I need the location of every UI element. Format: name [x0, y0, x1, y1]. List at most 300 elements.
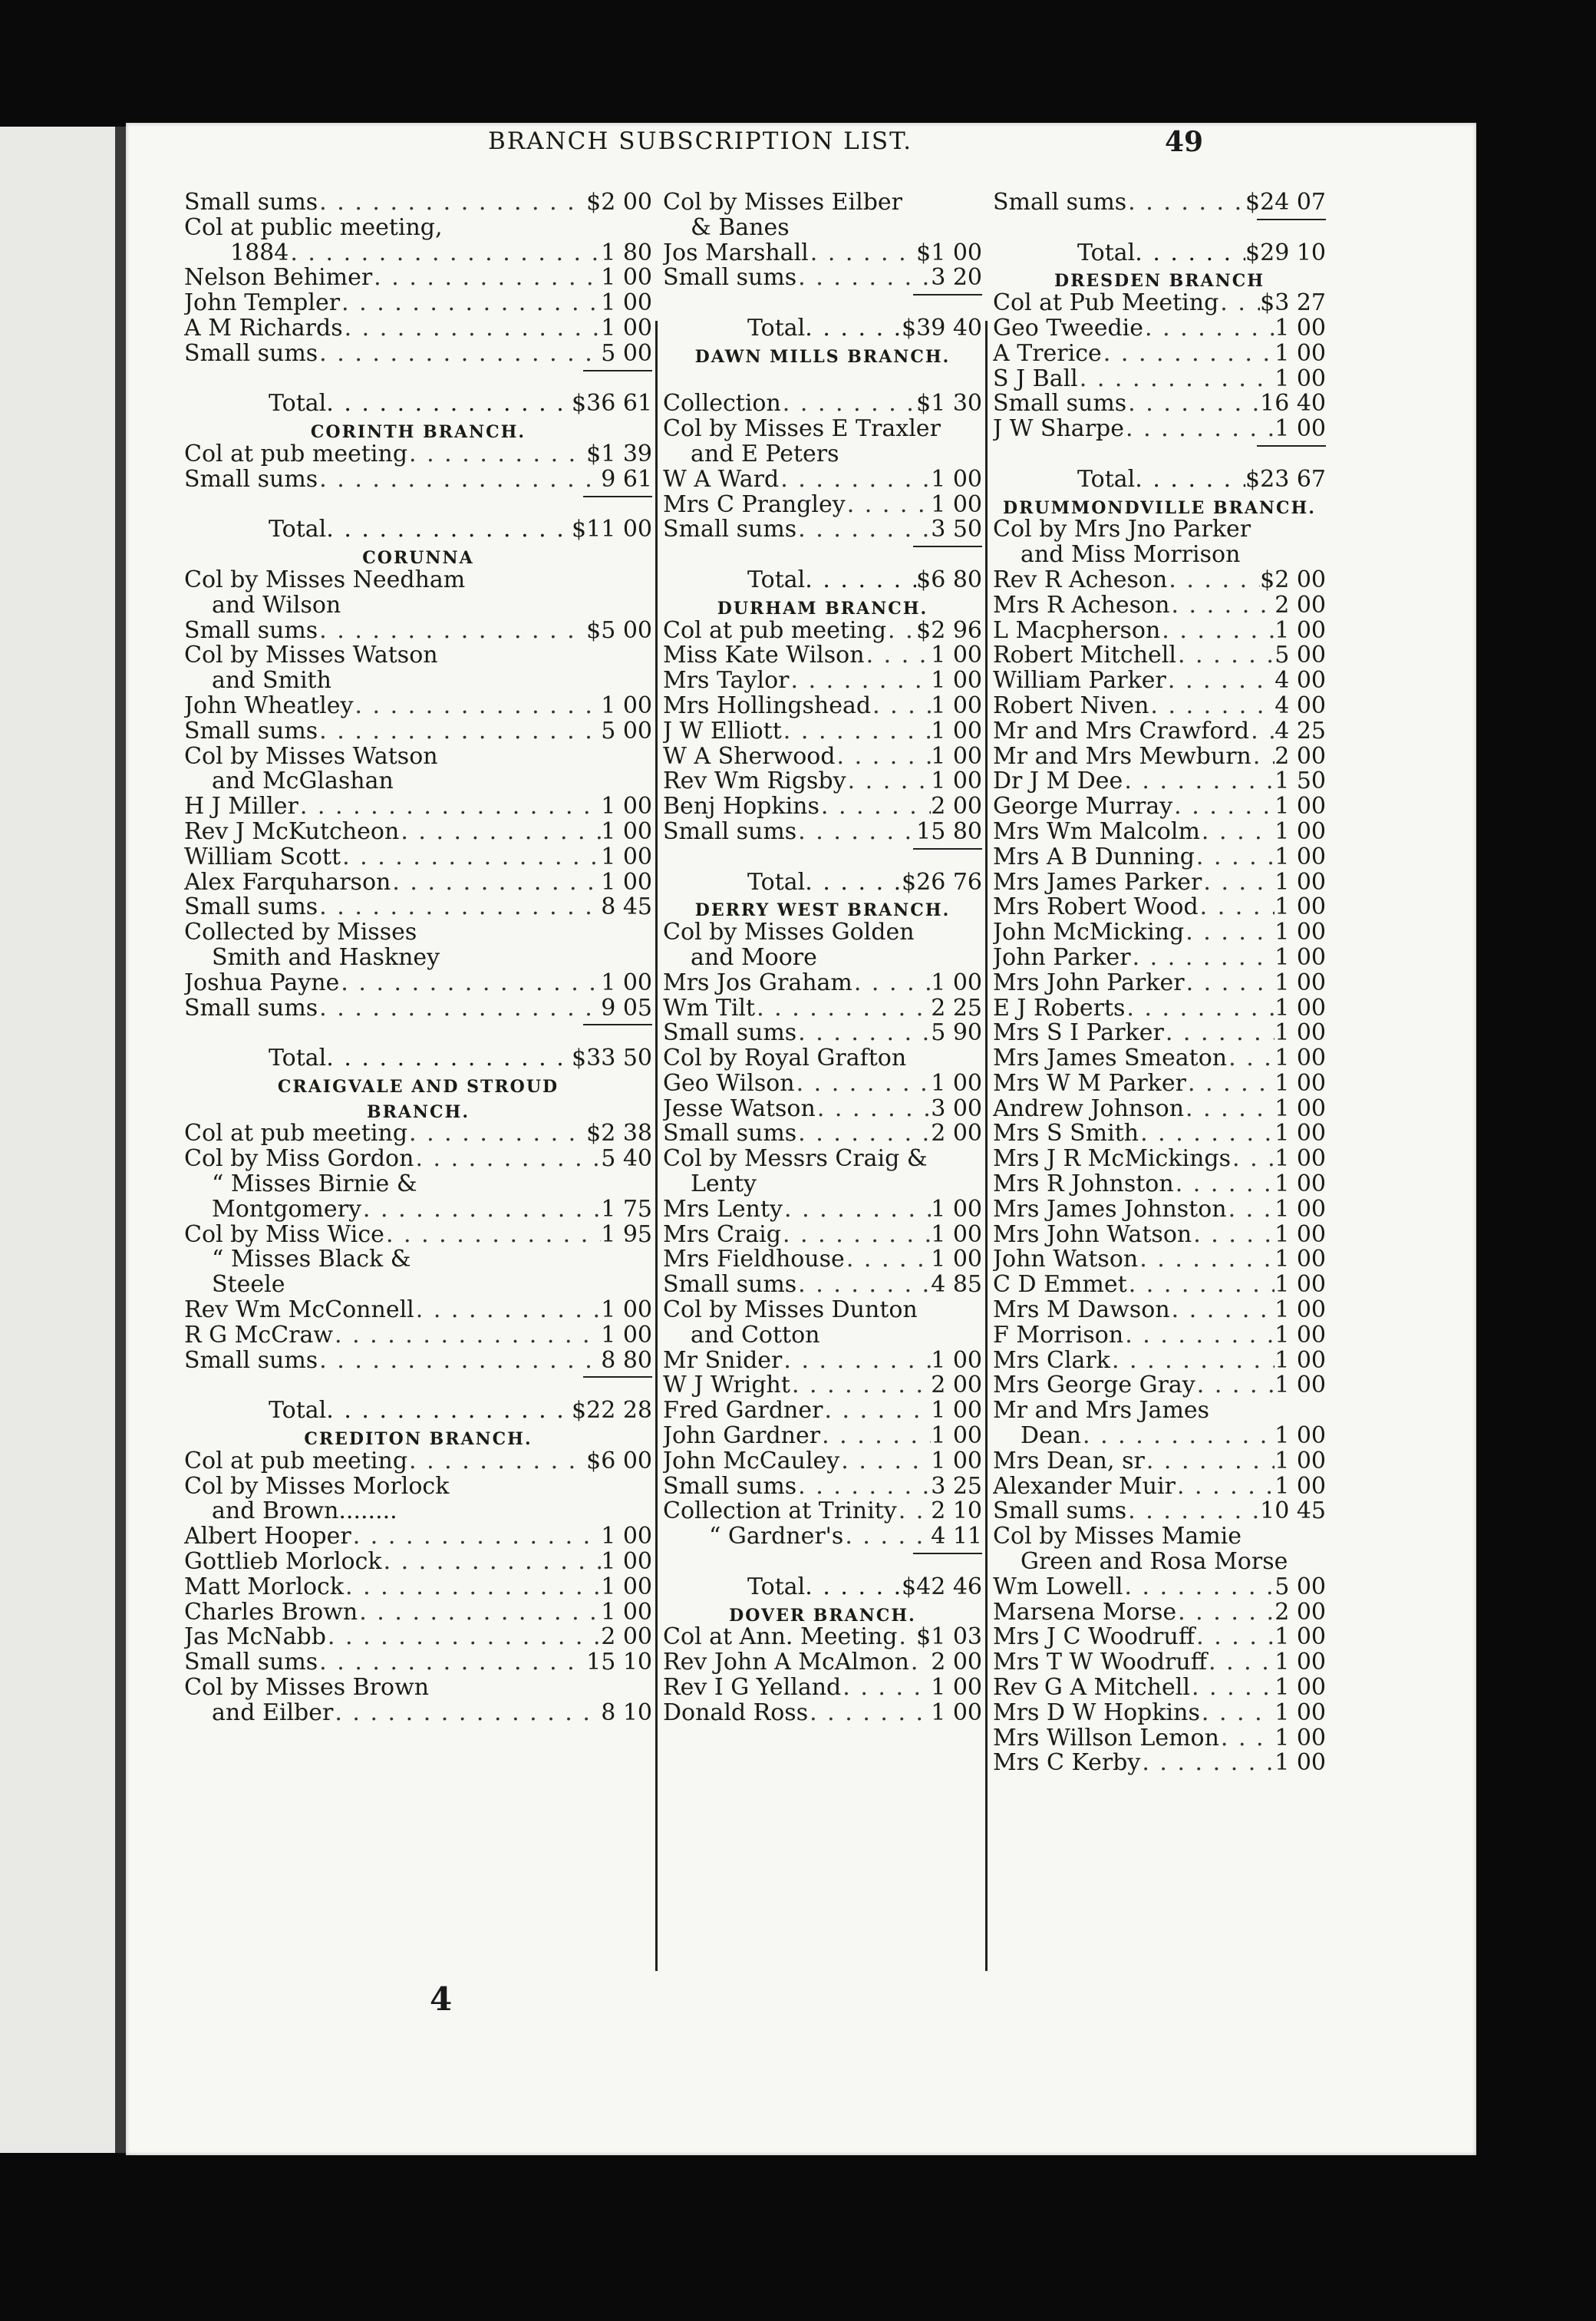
entry-name: Mrs John Watson	[993, 1222, 1192, 1248]
entry-amount: 2 00	[931, 1650, 982, 1676]
dot-leader	[414, 1147, 601, 1172]
total-label: Total	[269, 390, 327, 418]
dot-leader	[1126, 391, 1260, 417]
dot-leader	[318, 719, 601, 745]
list-entry	[993, 794, 1326, 820]
dot-leader	[841, 1676, 931, 1701]
list-entry	[184, 1223, 652, 1248]
entry-amount: 1 00	[931, 1247, 982, 1273]
list-entry	[184, 316, 652, 342]
entry-name: William Parker	[993, 669, 1166, 694]
entry-name: R G McCraw	[184, 1322, 334, 1349]
total-amount: $6 80	[916, 566, 982, 593]
list-entry	[663, 1524, 982, 1550]
dot-leader	[1124, 417, 1274, 442]
entry-amount: 2 00	[931, 1121, 982, 1147]
list-entry	[993, 845, 1326, 870]
entry-amount: 1 00	[1274, 1373, 1326, 1399]
total-row	[993, 241, 1326, 266]
running-title: BRANCH SUBSCRIPTION LIST.	[488, 127, 913, 155]
list-entry	[993, 895, 1326, 920]
dot-leader	[871, 694, 931, 719]
list-entry	[184, 870, 652, 896]
list-entry	[993, 920, 1326, 946]
entry-amount: 1 00	[1274, 1222, 1326, 1248]
entry-name: Mrs Dean, sr	[993, 1448, 1145, 1474]
dot-leader	[1139, 1121, 1274, 1147]
dot-leader	[326, 1625, 601, 1650]
entry-text: Col by Mrs Jno Parker	[993, 517, 1251, 543]
entry-amount: 5 00	[1274, 643, 1326, 669]
dot-leader	[819, 794, 931, 820]
entry-amount: 4 00	[1274, 669, 1326, 694]
column-rule-2	[985, 321, 988, 1971]
branch-heading: DRUMMONDVILLE BRANCH.	[1003, 497, 1316, 518]
dot-leader	[886, 619, 916, 644]
total-row	[663, 870, 982, 896]
dot-leader	[1135, 467, 1245, 493]
dot-leader	[1200, 1701, 1274, 1726]
entry-amount: 2 00	[931, 794, 982, 820]
dot-leader	[361, 1197, 601, 1223]
entry-amount: 5 00	[1274, 1574, 1326, 1600]
entry-name: William Scott	[184, 844, 341, 870]
entry-amount: 1 00	[1274, 341, 1326, 367]
dot-leader	[1219, 1726, 1274, 1751]
dot-leader	[782, 719, 931, 745]
dot-leader	[1126, 1499, 1260, 1524]
entry-amount: $5 00	[586, 618, 652, 644]
list-entry	[993, 1097, 1326, 1122]
entry-amount: 1 00	[601, 266, 652, 292]
dot-leader	[1185, 971, 1275, 996]
list-entry	[663, 241, 982, 266]
dot-leader	[820, 1424, 931, 1449]
entry-amount: 1 00	[601, 794, 652, 820]
entry-amount: 1 00	[1274, 1700, 1326, 1726]
list-entry	[184, 1449, 652, 1474]
entry-amount: 8 45	[601, 895, 652, 921]
signature-mark: 4	[430, 1980, 453, 2018]
dot-leader	[1167, 568, 1260, 593]
entry-name: Mrs James Smeaton	[993, 1046, 1228, 1071]
list-entry	[663, 1349, 982, 1374]
entry-name: Mrs Fieldhouse	[663, 1247, 845, 1273]
list-entry	[184, 266, 652, 291]
entry-name: Mrs John Parker	[993, 970, 1185, 996]
entry-amount: 1 00	[601, 1600, 652, 1626]
list-entry	[993, 1701, 1326, 1726]
entry-name: Mrs T W Woodruff	[993, 1650, 1208, 1676]
dot-leader	[897, 1499, 932, 1524]
book-gutter	[115, 127, 126, 2153]
list-entry	[184, 794, 652, 820]
entry-name: Rev Wm Rigsby	[663, 769, 846, 795]
dot-leader	[1184, 1097, 1274, 1122]
entry-name: Charles Brown	[184, 1600, 358, 1626]
entry-text: Col by Misses Watson	[184, 744, 438, 770]
entry-amount: 9 61	[601, 467, 652, 493]
entry-amount: 3 25	[931, 1474, 982, 1500]
total-amount: $23 67	[1245, 465, 1326, 493]
list-entry	[184, 467, 652, 493]
entry-amount: 1 00	[1274, 417, 1326, 442]
branch-total	[184, 367, 652, 418]
entry-amount: 1 00	[931, 1700, 982, 1726]
entry-amount: 5 40	[601, 1147, 652, 1173]
spacer	[663, 367, 982, 392]
dot-leader	[1145, 1449, 1274, 1474]
list-entry	[663, 1650, 982, 1676]
list-entry	[663, 517, 982, 543]
list-entry	[993, 342, 1326, 367]
entry-name: Col at Pub Meeting	[993, 291, 1219, 316]
dot-leader	[1143, 316, 1274, 342]
entry-text: Col at public meeting,	[184, 215, 443, 241]
dot-leader	[318, 996, 601, 1022]
dot-leader	[333, 1701, 601, 1726]
entry-name: 1884	[230, 240, 289, 266]
entry-amount: $2 00	[586, 190, 652, 216]
dot-leader	[407, 1449, 586, 1474]
entry-amount: 1 00	[931, 1448, 982, 1474]
entry-name: Robert Niven	[993, 693, 1149, 719]
entry-name: Col by Miss Wice	[184, 1222, 384, 1248]
entry-name: Rev G A Mitchell	[993, 1676, 1190, 1701]
list-entry	[663, 1676, 982, 1701]
entry-name: Small sums	[993, 391, 1127, 418]
dot-leader	[341, 845, 601, 870]
dot-leader	[1251, 745, 1274, 770]
total-label: Total	[747, 314, 806, 342]
entry-name: Small sums	[184, 718, 318, 745]
dot-leader	[1195, 845, 1274, 870]
dot-leader	[372, 266, 601, 291]
entry-amount: 1 00	[931, 970, 982, 996]
list-entry	[663, 1701, 982, 1726]
entry-amount: $1 30	[916, 391, 982, 418]
entry-text: Mr and Mrs James	[993, 1398, 1210, 1425]
dot-leader	[358, 1600, 601, 1626]
total-row	[663, 1575, 982, 1600]
entry-amount: 2 00	[601, 1625, 652, 1651]
entry-text: Col by Misses Golden	[663, 920, 915, 946]
entry-text: Col by Misses Morlock	[184, 1474, 450, 1500]
list-entry	[663, 1373, 982, 1398]
entry-amount: 1 00	[931, 744, 982, 770]
entry-name: A Trerice	[993, 341, 1102, 367]
dot-leader	[1202, 870, 1274, 896]
entry-amount: 1 00	[1274, 366, 1326, 392]
dot-leader	[1138, 1247, 1274, 1273]
list-entry	[184, 1197, 652, 1223]
entry-name: Small sums	[184, 341, 318, 367]
entry-name: C D Emmet	[993, 1273, 1127, 1299]
dot-leader	[1102, 342, 1274, 367]
list-entry	[663, 996, 982, 1022]
entry-name: Mrs James Johnston	[993, 1197, 1227, 1223]
dot-leader	[823, 1398, 931, 1424]
entry-name: J W Elliott	[663, 718, 782, 745]
total-label: Total	[269, 1397, 327, 1425]
branch-total	[184, 493, 652, 543]
branch-heading: CORINTH BRANCH.	[310, 422, 526, 443]
list-entry	[184, 1298, 652, 1323]
entry-amount: 4 85	[931, 1273, 982, 1299]
branch-heading: CRAIGVALE AND STROUD	[277, 1076, 559, 1097]
dot-leader	[852, 971, 931, 996]
entry-name: Small sums	[663, 266, 797, 292]
list-entry	[993, 1373, 1326, 1398]
list-entry	[993, 643, 1326, 669]
list-entry	[663, 794, 982, 820]
entry-text: and Smith	[212, 669, 331, 694]
dot-leader	[343, 316, 602, 342]
entry-amount: 1 50	[1274, 769, 1326, 795]
entry-amount: 1 00	[1274, 618, 1326, 644]
entry-name: Mrs J R McMickings	[993, 1147, 1232, 1173]
total-rule	[583, 496, 652, 497]
entry-amount: 1 00	[1274, 1348, 1326, 1374]
entry-amount: $24 07	[1245, 190, 1326, 216]
entry-name: Col at pub meeting	[184, 1448, 408, 1474]
list-entry	[184, 1650, 652, 1676]
entry-name: Andrew Johnson	[993, 1096, 1185, 1122]
dot-leader	[351, 1524, 601, 1550]
entry-name: John Parker	[993, 945, 1131, 971]
entry-amount: 1 00	[931, 1071, 982, 1097]
list-entry	[184, 1600, 652, 1626]
list-entry	[993, 1751, 1326, 1776]
dot-leader	[1127, 1273, 1275, 1298]
dot-leader	[846, 493, 931, 518]
list-entry	[993, 417, 1326, 442]
entry-text: Smith and Haskney	[212, 945, 440, 971]
list-entry	[993, 1575, 1326, 1600]
entry-amount: 1 00	[1274, 1121, 1326, 1147]
entry-amount: $6 00	[586, 1448, 652, 1474]
dot-leader	[796, 1021, 931, 1046]
entry-amount: 1 00	[601, 1524, 652, 1550]
entry-name: Alexander Muir	[993, 1474, 1176, 1500]
entry-amount: 1 00	[931, 1197, 982, 1223]
dot-leader	[399, 820, 601, 845]
list-entry	[993, 1474, 1326, 1500]
entry-name: Rev John A McAlmon	[663, 1650, 909, 1676]
dot-leader	[1186, 1071, 1274, 1097]
entry-name: Small sums	[184, 1348, 318, 1374]
list-entry	[184, 996, 652, 1022]
entry-text: and Cotton	[691, 1322, 820, 1349]
entry-text: Col by Misses Dunton	[663, 1298, 918, 1323]
list-entry	[993, 996, 1326, 1022]
list-entry	[993, 619, 1326, 644]
list-entry	[663, 1097, 982, 1122]
dot-leader	[1174, 1172, 1275, 1197]
entry-text: Col by Misses Eilber	[663, 190, 903, 216]
entry-amount: 3 50	[931, 517, 982, 543]
dot-leader	[407, 1121, 586, 1147]
entry-name: and Eilber	[212, 1700, 334, 1726]
entry-text: Green and Rosa Morse	[1021, 1550, 1288, 1575]
total-amount: $39 40	[902, 314, 982, 342]
total-label: Total	[269, 516, 327, 543]
list-entry	[663, 1021, 982, 1046]
entry-text: Col by Royal Grafton	[663, 1046, 907, 1071]
entry-text: “ Misses Black &	[212, 1247, 411, 1273]
dot-leader	[391, 870, 601, 896]
list-entry	[663, 1247, 982, 1273]
dot-leader	[326, 391, 572, 417]
entry-amount: $2 00	[1260, 567, 1326, 593]
entry-name: Mrs James Parker	[993, 870, 1202, 896]
entry-text: Lenty	[691, 1172, 757, 1197]
entry-name: Mrs Robert Wood	[993, 895, 1199, 921]
entry-amount: 9 05	[601, 995, 652, 1022]
entry-name: Small sums	[663, 819, 797, 845]
dot-leader	[796, 266, 931, 291]
entry-amount: 1 00	[601, 844, 652, 870]
dot-leader	[333, 1323, 601, 1349]
entry-amount: 3 00	[931, 1096, 982, 1122]
list-entry	[184, 1701, 652, 1726]
dot-leader	[809, 241, 916, 266]
entry-name: Mrs Wm Malcolm	[993, 819, 1200, 845]
list-entry	[663, 1071, 982, 1097]
entry-name: Matt Morlock	[184, 1574, 345, 1600]
entry-amount: 4 00	[1274, 693, 1326, 719]
entry-amount: 1 00	[1274, 945, 1326, 971]
dot-leader	[318, 190, 586, 216]
entry-name: Col at Ann. Meeting	[663, 1625, 898, 1651]
entry-text: Col by Messrs Craig &	[663, 1147, 928, 1173]
dot-leader	[796, 1273, 931, 1298]
entry-name: Wm Tilt	[663, 995, 756, 1022]
dot-leader	[781, 391, 916, 417]
entry-name: Small sums	[663, 1121, 797, 1147]
list-entry	[663, 643, 982, 669]
list-entry	[184, 1524, 652, 1550]
dot-leader	[897, 1625, 916, 1650]
dot-leader	[805, 1575, 902, 1600]
dot-leader	[1126, 190, 1245, 216]
list-entry	[993, 1726, 1326, 1751]
list-entry	[993, 946, 1326, 971]
total-amount: $36 61	[572, 390, 652, 418]
dot-leader	[318, 342, 601, 367]
dot-leader	[1200, 820, 1274, 845]
entry-amount: 5 90	[931, 1021, 982, 1047]
entry-amount: 1 00	[1274, 1046, 1326, 1071]
total-row	[184, 391, 652, 417]
entry-name: “ Gardner's	[709, 1524, 844, 1550]
list-entry	[663, 769, 982, 794]
branch-total	[184, 1373, 652, 1424]
entry-name: Donald Ross	[663, 1700, 809, 1726]
entry-amount: 1 00	[1274, 1625, 1326, 1651]
entry-name: S J Ball	[993, 366, 1078, 392]
entry-name: Wm Lowell	[993, 1574, 1123, 1600]
dot-leader	[1207, 1650, 1274, 1676]
entry-name: Mrs W M Parker	[993, 1071, 1186, 1097]
entry-name: Geo Tweedie	[993, 315, 1143, 342]
total-rule	[1257, 219, 1326, 220]
entry-name: John Watson	[993, 1247, 1139, 1273]
list-entry	[663, 493, 982, 518]
entry-text: and Brown........	[212, 1499, 397, 1525]
entry-name: Nelson Behimer	[184, 266, 373, 292]
branch-total	[184, 1021, 652, 1071]
list-entry	[993, 1021, 1326, 1046]
list-entry	[663, 1398, 982, 1424]
entry-amount: 1 00	[1274, 1650, 1326, 1676]
dot-leader	[843, 1524, 931, 1550]
list-entry	[993, 669, 1326, 694]
entry-name: Mr and Mrs Mewburn	[993, 744, 1251, 770]
total-rule	[583, 1376, 652, 1378]
total-label: Total	[747, 1573, 806, 1600]
dot-leader	[326, 517, 572, 543]
entry-amount: 1 00	[1274, 1751, 1326, 1777]
entry-name: Geo Wilson	[663, 1071, 795, 1097]
list-entry	[184, 241, 652, 266]
dot-leader	[1166, 669, 1274, 694]
entry-name: George Murray	[993, 794, 1173, 820]
entry-name: Jas McNabb	[184, 1625, 326, 1651]
dot-leader	[796, 1121, 931, 1147]
entry-amount: 1 00	[601, 870, 652, 896]
entry-amount: 2 00	[931, 1373, 982, 1399]
dot-leader	[1176, 1474, 1274, 1500]
entry-amount: 15 10	[586, 1650, 652, 1676]
entry-name: Col at pub meeting	[184, 1121, 408, 1147]
entry-amount: 10 45	[1260, 1499, 1326, 1525]
entry-name: Montgomery	[212, 1197, 361, 1223]
entry-text: Col by Misses E Traxler	[663, 417, 941, 442]
entry-amount: $2 96	[916, 618, 982, 644]
dot-leader	[1140, 1751, 1274, 1776]
list-entry	[993, 568, 1326, 593]
dot-leader	[298, 794, 601, 820]
entry-amount: 1 00	[1274, 1147, 1326, 1173]
dot-leader	[382, 1550, 602, 1575]
list-entry	[993, 1298, 1326, 1323]
dot-leader	[339, 971, 601, 996]
total-label: Total	[1077, 239, 1136, 266]
total-rule	[583, 370, 652, 371]
entry-name: Col by Miss Gordon	[184, 1147, 414, 1173]
list-entry	[993, 1349, 1326, 1374]
entry-amount: 1 00	[1274, 1071, 1326, 1097]
list-entry	[993, 1449, 1326, 1474]
dot-leader	[318, 895, 601, 920]
entry-text: and McGlashan	[212, 769, 394, 795]
total-amount: $29 10	[1245, 239, 1326, 266]
dot-leader	[1110, 1349, 1274, 1374]
dot-leader	[1227, 1197, 1275, 1223]
entry-amount: 1 00	[1274, 970, 1326, 996]
dot-leader	[318, 467, 601, 493]
entry-amount: 1 00	[601, 693, 652, 719]
list-entry	[184, 694, 652, 719]
list-entry	[993, 870, 1326, 896]
dot-leader	[781, 1223, 931, 1248]
total-amount: $26 76	[902, 868, 982, 896]
dot-leader	[318, 1650, 586, 1676]
entry-amount: 2 25	[931, 995, 982, 1022]
total-rule	[583, 1024, 652, 1025]
dot-leader	[816, 1097, 931, 1122]
